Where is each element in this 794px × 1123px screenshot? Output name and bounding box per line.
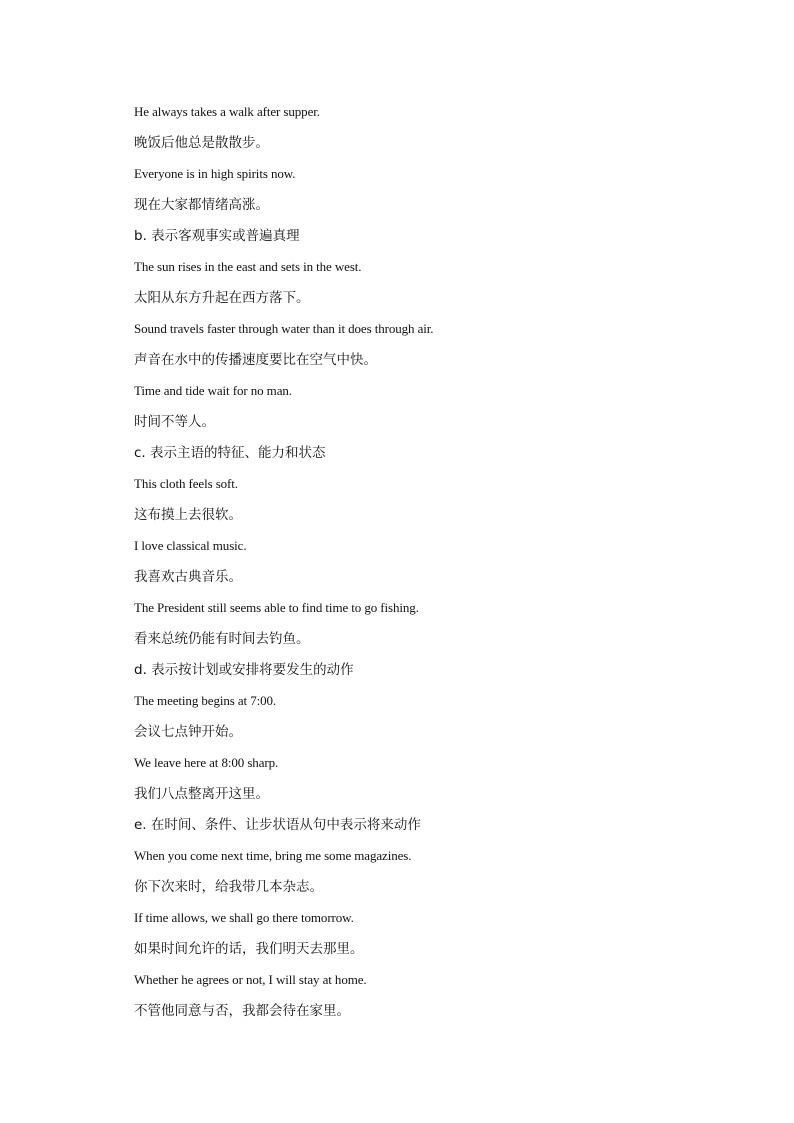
translation-zh: 现在大家都情绪高涨。 bbox=[134, 197, 269, 213]
translation-zh: 我喜欢古典音乐。 bbox=[134, 569, 242, 585]
example-sentence-en: This cloth feels soft. bbox=[134, 476, 238, 491]
document-body bbox=[134, 102, 734, 1032]
section-heading-b: b. 表示客观事实或普遍真理 bbox=[134, 228, 300, 244]
example-sentence-en: We leave here at 8:00 sharp. bbox=[134, 755, 279, 770]
example-sentence-en: Time and tide wait for no man. bbox=[134, 383, 292, 398]
example-sentence-en: Sound travels faster through water than it does through air. bbox=[134, 321, 434, 336]
example-sentence-en: Whether he agrees or not, I will stay at home. bbox=[134, 972, 367, 987]
example-sentence-en: I love classical music. bbox=[134, 538, 247, 553]
translation-zh: 声音在水中的传播速度要比在空气中快。 bbox=[134, 352, 377, 368]
example-sentence-en: When you come next time, bring me some magazines. bbox=[134, 848, 412, 863]
example-sentence-en: The President still seems able to find time to go fishing. bbox=[134, 600, 419, 615]
section-heading-c: c. 表示主语的特征、能力和状态 bbox=[134, 445, 326, 461]
example-sentence-en: Everyone is in high spirits now. bbox=[134, 166, 296, 181]
translation-zh: 看来总统仍能有时间去钓鱼。 bbox=[134, 631, 310, 647]
translation-zh: 不管他同意与否，我都会待在家里。 bbox=[134, 1003, 350, 1019]
translation-zh: 时间不等人。 bbox=[134, 414, 215, 430]
section-heading-d: d. 表示按计划或安排将要发生的动作 bbox=[134, 662, 354, 678]
example-sentence-en: The sun rises in the east and sets in the west. bbox=[134, 259, 362, 274]
translation-zh: 晚饭后他总是散散步。 bbox=[134, 135, 269, 151]
translation-zh: 我们八点整离开这里。 bbox=[134, 786, 269, 802]
example-sentence-en: If time allows, we shall go there tomorrow. bbox=[134, 910, 354, 925]
translation-zh: 如果时间允许的话，我们明天去那里。 bbox=[134, 941, 364, 957]
translation-zh: 太阳从东方升起在西方落下。 bbox=[134, 290, 310, 306]
translation-zh: 会议七点钟开始。 bbox=[134, 724, 242, 740]
example-sentence-en: The meeting begins at 7:00. bbox=[134, 693, 277, 708]
translation-zh: 你下次来时，给我带几本杂志。 bbox=[134, 879, 323, 895]
section-heading-e: e. 在时间、条件、让步状语从句中表示将来动作 bbox=[134, 817, 421, 833]
translation-zh: 这布摸上去很软。 bbox=[134, 507, 242, 523]
example-sentence-en: He always takes a walk after supper. bbox=[134, 104, 320, 119]
